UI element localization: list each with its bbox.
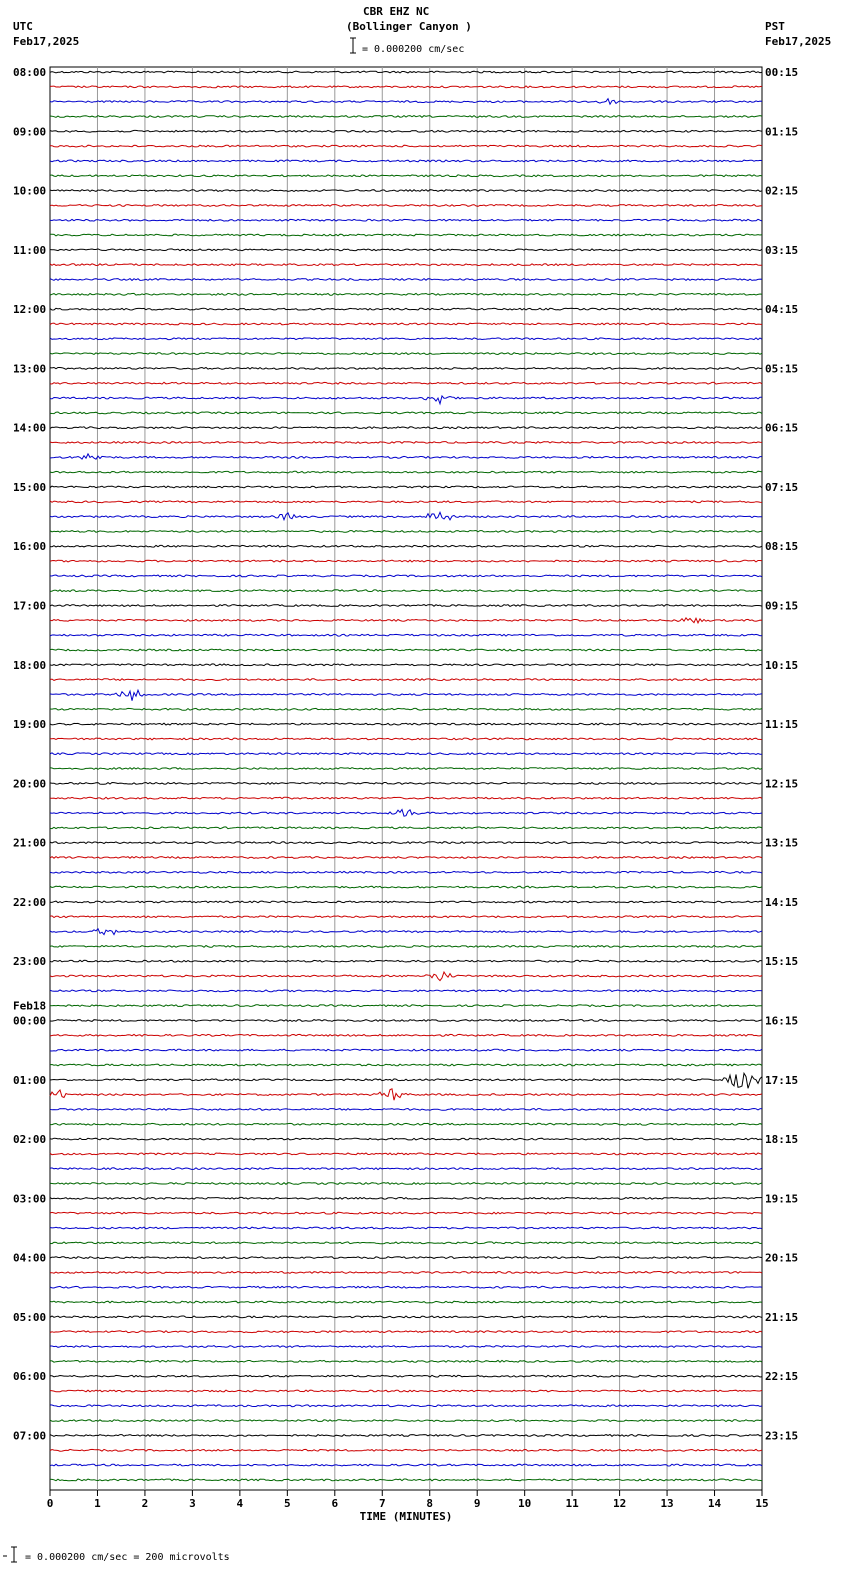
utc-hour-label: 15:00 (13, 480, 47, 494)
scale-bar-icon (350, 38, 356, 53)
trace-line (50, 1138, 762, 1140)
pst-hour-label: 08:15 (765, 540, 799, 554)
utc-hour-label: 04:00 (13, 1251, 47, 1265)
pst-hour-label: 21:15 (765, 1310, 799, 1324)
pst-hour-label: 14:15 (765, 895, 799, 909)
pst-hour-label: 20:15 (765, 1251, 799, 1265)
trace-line (50, 575, 762, 577)
trace-line (50, 338, 762, 340)
trace-line (50, 901, 762, 903)
trace-line (50, 1073, 762, 1088)
trace-line (50, 768, 762, 770)
trace-line (50, 990, 762, 992)
trace-line (50, 1301, 762, 1303)
pst-hour-label: 03:15 (765, 243, 799, 257)
x-tick-label: 11 (565, 1497, 579, 1510)
trace-line (50, 234, 762, 236)
trace-line (50, 1005, 762, 1007)
trace-line (50, 190, 762, 192)
trace-line (50, 1034, 762, 1036)
pst-hour-label: 07:15 (765, 480, 799, 494)
trace-line (50, 382, 762, 384)
x-tick-label: 7 (378, 1497, 386, 1510)
utc-hour-label: 21:00 (13, 836, 47, 850)
trace-line (50, 810, 762, 817)
trace-line (50, 130, 762, 132)
trace-line (50, 545, 762, 547)
trace-line (50, 1272, 762, 1274)
pst-label: PST (765, 20, 785, 33)
x-tick-label: 5 (284, 1497, 291, 1510)
trace-line (50, 708, 762, 710)
trace-line (50, 1168, 762, 1170)
trace-line (50, 1257, 762, 1259)
x-tick-label: 3 (189, 1497, 196, 1510)
utc-hour-label: 09:00 (13, 125, 47, 139)
utc-hour-label: 08:00 (13, 66, 47, 79)
plot-frame (50, 67, 762, 1490)
pst-hour-label: 15:15 (765, 955, 799, 969)
x-tick-label: 0 (46, 1497, 54, 1510)
trace-line (50, 753, 762, 755)
trace-line (50, 929, 762, 935)
trace-line (50, 560, 762, 562)
trace-line (50, 1089, 762, 1100)
trace-line (50, 1316, 762, 1318)
utc-hour-label: 02:00 (13, 1133, 47, 1147)
trace-line (50, 679, 762, 681)
station-title: CBR EHZ NC (363, 5, 430, 18)
x-tick-label: 10 (518, 1497, 532, 1510)
utc-hour-label: 05:00 (13, 1310, 47, 1324)
pst-hour-label: 10:15 (765, 658, 799, 672)
trace-line (50, 353, 762, 355)
x-tick-label: 14 (707, 1497, 722, 1510)
trace-line (50, 145, 762, 147)
trace-line (50, 1064, 762, 1066)
trace-line (50, 590, 762, 592)
pst-hour-label: 17:15 (765, 1073, 799, 1087)
pst-hour-label: 18:15 (765, 1133, 799, 1147)
trace-line (50, 664, 762, 666)
utc-hour-label: 14:00 (13, 421, 47, 435)
trace-line (50, 1346, 762, 1348)
pst-hour-label: 23:15 (765, 1429, 799, 1443)
pst-hour-label: 12:15 (765, 777, 799, 791)
trace-line (50, 1360, 762, 1362)
pst-hour-label: 02:15 (765, 184, 799, 198)
x-tick-label: 8 (426, 1497, 434, 1510)
pst-date: Feb17,2025 (765, 35, 832, 48)
footer-scale-bar-icon (11, 1547, 17, 1562)
trace-line (50, 531, 762, 533)
utc-hour-label: 00:00 (13, 1014, 47, 1028)
x-tick-label: 9 (473, 1497, 481, 1510)
trace-line (50, 1020, 762, 1022)
utc-hour-label: 23:00 (13, 955, 47, 969)
footer-scale: = 0.000200 cm/sec = 200 microvolts (25, 1552, 230, 1563)
trace-line (50, 279, 762, 281)
utc-hour-label: 17:00 (13, 599, 47, 613)
trace-line (50, 512, 762, 520)
trace-line (50, 427, 762, 429)
x-tick-label: 2 (141, 1497, 149, 1510)
trace-line (50, 960, 762, 962)
utc-hour-label: 06:00 (13, 1370, 47, 1384)
x-tick-label: 6 (331, 1497, 339, 1510)
trace-line (50, 442, 762, 444)
utc-hour-label: 03:00 (13, 1192, 47, 1206)
trace-line (50, 1420, 762, 1422)
utc-hour-label: 01:00 (13, 1073, 47, 1087)
trace-line (50, 86, 762, 88)
utc-hour-label: 13:00 (13, 362, 47, 376)
trace-line (50, 160, 762, 162)
trace-line (50, 738, 762, 740)
scale-label: = 0.000200 cm/sec (362, 44, 465, 55)
utc-label: UTC (13, 20, 33, 33)
trace-line (50, 1435, 762, 1437)
trace-line (50, 323, 762, 325)
utc-hour-label: 19:00 (13, 718, 47, 732)
trace-line (50, 634, 762, 636)
station-location: (Bollinger Canyon ) (346, 20, 472, 33)
trace-line (50, 649, 762, 651)
pst-hour-label: 11:15 (765, 718, 799, 732)
trace-line (50, 916, 762, 918)
trace-line (50, 1464, 762, 1466)
trace-line (50, 618, 762, 623)
pst-hour-label: 19:15 (765, 1192, 799, 1206)
trace-line (50, 1242, 762, 1244)
trace-line (50, 99, 762, 105)
trace-line (50, 71, 762, 73)
utc-hour-label: 11:00 (13, 243, 47, 257)
trace-line (50, 308, 762, 310)
trace-line (50, 368, 762, 370)
trace-line (50, 886, 762, 888)
x-tick-label: 12 (612, 1497, 627, 1510)
pst-hour-label: 09:15 (765, 599, 799, 613)
trace-line (50, 116, 762, 118)
trace-line (50, 1449, 762, 1451)
trace-line (50, 1109, 762, 1111)
trace-line (50, 827, 762, 829)
pst-hour-label: 06:15 (765, 421, 799, 435)
trace-line (50, 690, 762, 701)
pst-hour-label: 22:15 (765, 1370, 799, 1384)
trace-line (50, 264, 762, 266)
trace-line (50, 454, 762, 459)
pst-hour-label: 01:15 (765, 125, 799, 139)
trace-line (50, 396, 762, 404)
trace-line (50, 219, 762, 221)
x-tick-label: 15 (755, 1497, 769, 1510)
trace-line (50, 842, 762, 844)
trace-line (50, 412, 762, 414)
pst-hour-label: 05:15 (765, 362, 799, 376)
x-tick-label: 1 (94, 1497, 101, 1510)
utc-hour-label: 16:00 (13, 540, 47, 554)
trace-line (50, 1331, 762, 1333)
trace-line (50, 1153, 762, 1155)
x-tick-label: 13 (660, 1497, 674, 1510)
utc-hour-label: 18:00 (13, 658, 47, 672)
trace-line (50, 1212, 762, 1214)
trace-line (50, 175, 762, 177)
pst-hour-label: 00:15 (765, 66, 799, 79)
pst-hour-label: 04:15 (765, 303, 799, 317)
trace-line (50, 723, 762, 725)
trace-line (50, 1479, 762, 1481)
trace-line (50, 486, 762, 488)
trace-line (50, 972, 762, 981)
utc-hour-label: 20:00 (13, 777, 47, 791)
trace-line (50, 1286, 762, 1288)
utc-hour-label: 07:00 (13, 1429, 47, 1443)
trace-line (50, 1197, 762, 1199)
utc-hour-label: 10:00 (13, 184, 47, 198)
trace-line (50, 1375, 762, 1377)
x-tick-label: 4 (236, 1497, 244, 1510)
trace-line (50, 946, 762, 948)
utc-date: Feb17,2025 (13, 35, 80, 48)
utc-hour-label: 22:00 (13, 895, 47, 909)
trace-line (50, 1123, 762, 1125)
utc-date-label: Feb18 (13, 999, 47, 1013)
trace-line (50, 1049, 762, 1051)
utc-hour-label: 12:00 (13, 303, 47, 317)
trace-line (50, 1390, 762, 1392)
trace-line (50, 871, 762, 873)
trace-line (50, 501, 762, 503)
trace-line (50, 797, 762, 799)
trace-line (50, 293, 762, 295)
trace-line (50, 1183, 762, 1185)
trace-line (50, 249, 762, 251)
x-axis-label: TIME (MINUTES) (359, 1510, 453, 1523)
trace-line (50, 205, 762, 207)
trace-line (50, 1405, 762, 1407)
trace-line (50, 605, 762, 607)
pst-hour-label: 13:15 (765, 836, 799, 850)
trace-line (50, 471, 762, 473)
pst-hour-label: 16:15 (765, 1014, 799, 1028)
trace-line (50, 783, 762, 785)
trace-line (50, 1227, 762, 1229)
trace-line (50, 857, 762, 859)
